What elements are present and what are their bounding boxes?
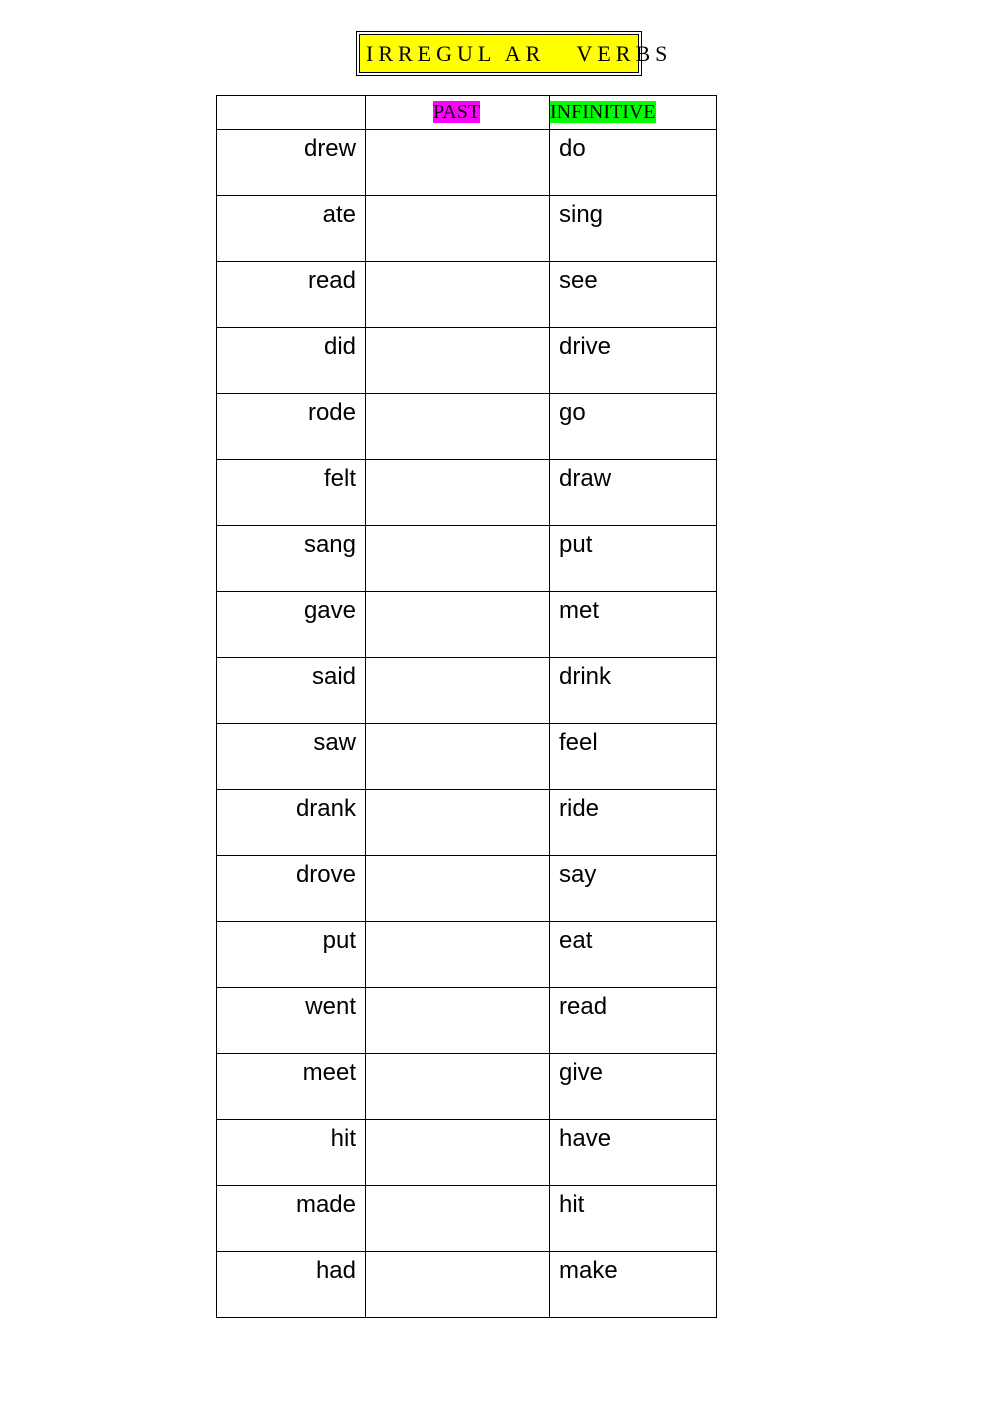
verb-cell-left <box>217 922 366 988</box>
header-cell-infinitive <box>550 96 717 130</box>
verb-cell-right <box>550 790 717 856</box>
verb-left: went <box>305 993 356 1020</box>
verb-right: eat <box>559 927 593 954</box>
verb-left: felt <box>323 465 356 492</box>
header-cell-empty <box>217 96 366 130</box>
verb-left: drove <box>295 861 356 888</box>
verb-cell-right <box>550 460 717 526</box>
table-row <box>217 1054 717 1120</box>
table-row <box>217 988 717 1054</box>
verb-cell-right <box>550 988 717 1054</box>
verb-cell-right <box>550 658 717 724</box>
table-row <box>217 1252 717 1318</box>
verb-right: make <box>559 1257 618 1284</box>
verb-cell-right <box>550 328 717 394</box>
table-row <box>217 262 717 328</box>
table-row <box>217 196 717 262</box>
table-row <box>217 130 717 196</box>
verb-cell-left <box>217 1120 366 1186</box>
answer-cell[interactable] <box>366 196 550 262</box>
verb-right: go <box>559 399 586 426</box>
verb-left: ate <box>322 201 356 228</box>
verb-left: made <box>295 1191 356 1218</box>
verb-cell-left <box>217 658 366 724</box>
verb-right: hit <box>559 1191 585 1218</box>
verb-cell-left <box>217 1252 366 1318</box>
answer-cell[interactable] <box>366 592 550 658</box>
answer-cell[interactable] <box>366 1186 550 1252</box>
verb-right: drive <box>559 333 612 360</box>
verb-cell-right <box>550 922 717 988</box>
verb-cell-right <box>550 1120 717 1186</box>
verb-left: said <box>311 663 356 690</box>
verb-cell-right <box>550 856 717 922</box>
verb-right: put <box>559 531 593 558</box>
verb-right: feel <box>559 729 598 756</box>
verb-cell-right <box>550 724 717 790</box>
verb-left: drank <box>295 795 356 822</box>
verb-left: rode <box>307 399 356 426</box>
verb-cell-right <box>550 262 717 328</box>
verb-right: draw <box>559 465 612 492</box>
verb-cell-right <box>550 130 717 196</box>
table-row <box>217 394 717 460</box>
answer-cell[interactable] <box>366 526 550 592</box>
answer-cell[interactable] <box>366 988 550 1054</box>
page-title: IRREGUL AR VERBS <box>366 40 673 66</box>
answer-cell[interactable] <box>366 394 550 460</box>
verb-right: drink <box>559 663 612 690</box>
table-row <box>217 856 717 922</box>
verb-cell-right <box>550 526 717 592</box>
verb-cell-right <box>550 1054 717 1120</box>
verb-right: say <box>559 861 597 888</box>
answer-cell[interactable] <box>366 1054 550 1120</box>
verb-cell-left <box>217 790 366 856</box>
header-cell-past <box>366 96 550 130</box>
verb-right: give <box>559 1059 604 1086</box>
answer-cell[interactable] <box>366 790 550 856</box>
verb-cell-right <box>550 394 717 460</box>
verbs-table <box>216 95 717 1318</box>
answer-cell[interactable] <box>366 658 550 724</box>
answer-cell[interactable] <box>366 460 550 526</box>
table-row <box>217 790 717 856</box>
verb-cell-left <box>217 724 366 790</box>
verb-left: read <box>307 267 356 294</box>
verb-cell-right <box>550 592 717 658</box>
answer-cell[interactable] <box>366 724 550 790</box>
verb-cell-left <box>217 526 366 592</box>
verb-cell-left <box>217 460 366 526</box>
verb-right: see <box>559 267 598 294</box>
verb-cell-left <box>217 1054 366 1120</box>
verb-right: sing <box>559 201 604 228</box>
verb-cell-left <box>217 328 366 394</box>
verb-cell-right <box>550 1186 717 1252</box>
verb-cell-left <box>217 394 366 460</box>
verb-left: meet <box>302 1059 356 1086</box>
verb-right: have <box>559 1125 612 1152</box>
answer-cell[interactable] <box>366 328 550 394</box>
table-row <box>217 592 717 658</box>
answer-cell[interactable] <box>366 922 550 988</box>
table-row <box>217 526 717 592</box>
verb-left: put <box>322 927 356 954</box>
table-row <box>217 460 717 526</box>
verb-left: drew <box>303 135 356 162</box>
verb-cell-left <box>217 1186 366 1252</box>
table-row <box>217 724 717 790</box>
verb-cell-left <box>217 130 366 196</box>
past-header: PAST <box>433 101 481 123</box>
table-row <box>217 658 717 724</box>
title-box <box>356 31 673 76</box>
verb-left: did <box>323 333 356 360</box>
title-highlight <box>359 34 673 73</box>
verb-right: met <box>559 597 600 624</box>
verb-cell-left <box>217 592 366 658</box>
verb-right: ride <box>559 795 600 822</box>
answer-cell[interactable] <box>366 262 550 328</box>
verb-left: saw <box>313 729 356 756</box>
answer-cell[interactable] <box>366 1252 550 1318</box>
answer-cell[interactable] <box>366 1120 550 1186</box>
answer-cell[interactable] <box>366 130 550 196</box>
table-row <box>217 1120 717 1186</box>
verb-cell-left <box>217 988 366 1054</box>
answer-cell[interactable] <box>366 856 550 922</box>
verb-left: sang <box>303 531 356 558</box>
verb-cell-right <box>550 196 717 262</box>
verb-cell-left <box>217 856 366 922</box>
table-row <box>217 1186 717 1252</box>
verb-left: gave <box>303 597 356 624</box>
verb-right: do <box>559 135 586 162</box>
verb-right: read <box>559 993 608 1020</box>
verb-left: had <box>315 1257 356 1284</box>
verb-cell-right <box>550 1252 717 1318</box>
infinitive-header: INFINITIVE <box>550 101 656 123</box>
header-row <box>217 96 717 130</box>
table-row <box>217 922 717 988</box>
verb-left: hit <box>330 1125 356 1152</box>
table-row <box>217 328 717 394</box>
verb-cell-left <box>217 262 366 328</box>
verb-cell-left <box>217 196 366 262</box>
